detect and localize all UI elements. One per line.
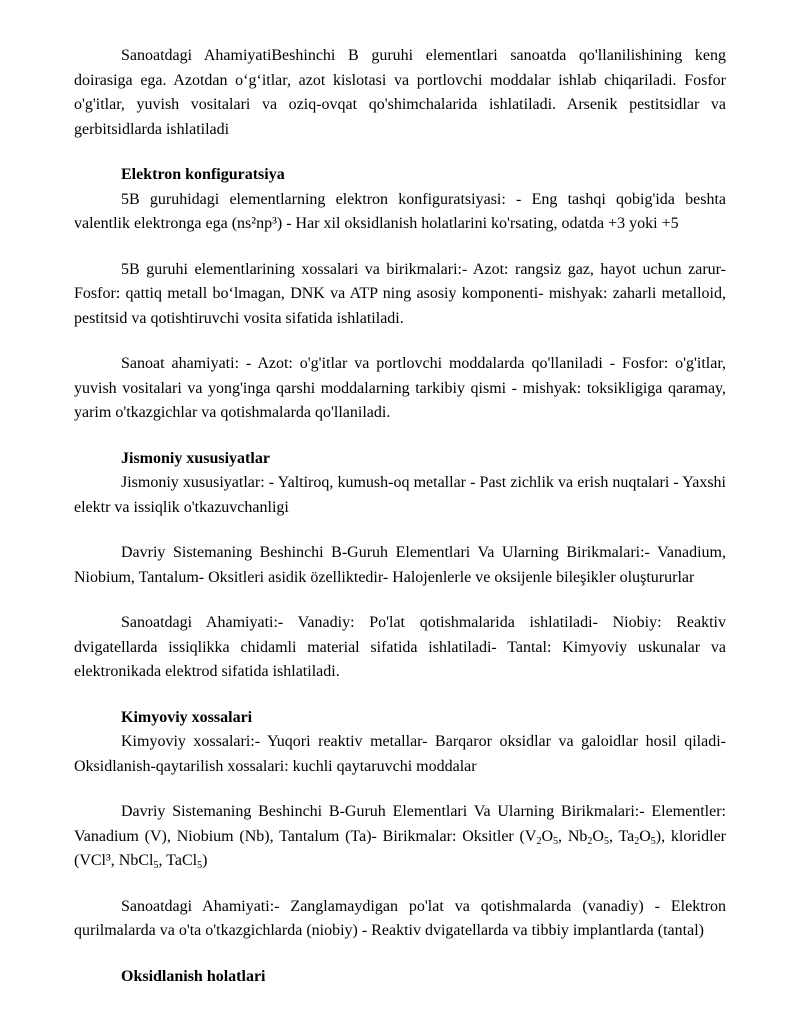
paragraph-sanoat-intro: Sanoatdagi AhamiyatiBeshinchi B guruhi elementlari sanoatda qo'llanilishining keng doirasiga ega. Azotdan o‘g‘itlar, azot kislotasi va portlovchi moddalar ishlab chiqariladi. Fosfor o'g'itlar, yuvish vositalari va oziq-ovqat qo'shimchalarida ishlatiladi. Arsenik pestitsidlar va gerbitsidlarda ishlatiladi: [74, 47, 726, 138]
paragraph-industrial-significance: Sanoatdagi Ahamiyati:- Zanglamaydigan po'lat va qotishmalarda (vanadiy) - Elektron qurilmalarda va o'ta o'tkazgichlarda (niobiy) - Reaktiv dvigatellarda va tibbiy implantlarda (tantal): [74, 897, 726, 939]
paragraph-electron-config: 5B guruhidagi elementlarning elektron konfiguratsiyasi: - Eng tashqi qobig'ida beshta valentlik elektronga ega (ns²np³) - Har xil oksidlanish holatlarini ko'rsating, odatda +3 yoki +5: [74, 190, 726, 232]
paragraph-vnbta-compounds: Davriy Sistemaning Beshinchi B-Guruh Elementlari Va Ularning Birikmalari:- Vanadium, Niobium, Tantalum- Oksitleri asidik özelliktedir- Halojenlerle ve oksijenle bileşikler oluştururlar: [74, 544, 726, 586]
heading-elektron-konfiguratsiya: Elektron konfiguratsiya: [121, 166, 285, 183]
heading-jismoniy-xususiyatlar: Jismoniy xususiyatlar: [121, 449, 270, 467]
heading-kimyoviy-xossalari: Kimyoviy xossalari: [121, 708, 253, 726]
paragraph-chemical-properties: Kimyoviy xossalari:- Yuqori reaktiv metallar- Barqaror oksidlar va galoidlar hosil qiladi- Oksidlanish-qaytarilish xossalari: kuchli qaytaruvchi moddalar: [74, 733, 726, 775]
heading-oksidlanish-holatlari: Oksidlanish holatlari: [121, 967, 266, 985]
paragraph-sanoat-ahamiyati: Sanoat ahamiyati: - Azot: o'g'itlar va portlovchi moddalarda qo'llaniladi - Fosfor: o'g'itlar, yuvish vositalari va yong'inga qarshi moddalarning tarkibiy qismi - mishyak: toksikligiga qaramay, yarim o'tkazgichlar va qotishmalarda qo'llaniladi.: [74, 355, 726, 421]
paragraph-5b-properties: 5B guruhi elementlarining xossalari va birikmalari:- Azot: rangsiz gaz, hayot uchun zarur- Fosfor: qattiq metall bo‘lmagan, DNK va ATP ning asosiy komponenti- mishyak: zaharli metalloid, pestitsid va qotishtiruvchi vosita sifatida ishlatiladi.: [74, 260, 726, 327]
paragraph-physical-properties: Jismoniy xususiyatlar: - Yaltiroq, kumush-oq metallar - Past zichlik va erish nuqtalari - Yaxshi elektr va issiqlik o'tkazuvchanligi: [74, 474, 726, 516]
paragraph-industrial-uses: Sanoatdagi Ahamiyati:- Vanadiy: Po'lat qotishmalarida ishlatiladi- Niobiy: Reaktiv dvigatellarda issiqlikka chidamli material sifatida ishlatiladi- Tantal: Kimyoviy uskunalar va elektronikada elektrod sifatida ishlatiladi.: [74, 614, 726, 680]
paragraph-elements-compounds: Davriy Sistemaning Beshinchi B-Guruh Elementlari Va Ularning Birikmalari:- Elementler: Vanadium (V), Niobium (Nb), Tantalum (Ta)- Birikmalar: Oksitler ($V_2O_5$, $Nb_2O_5$, $Ta_2O_5$), kloridler (VCl³, NbCl$_5$, TaCl$_5$): [74, 803, 727, 871]
document-page: [74, 44, 726, 989]
